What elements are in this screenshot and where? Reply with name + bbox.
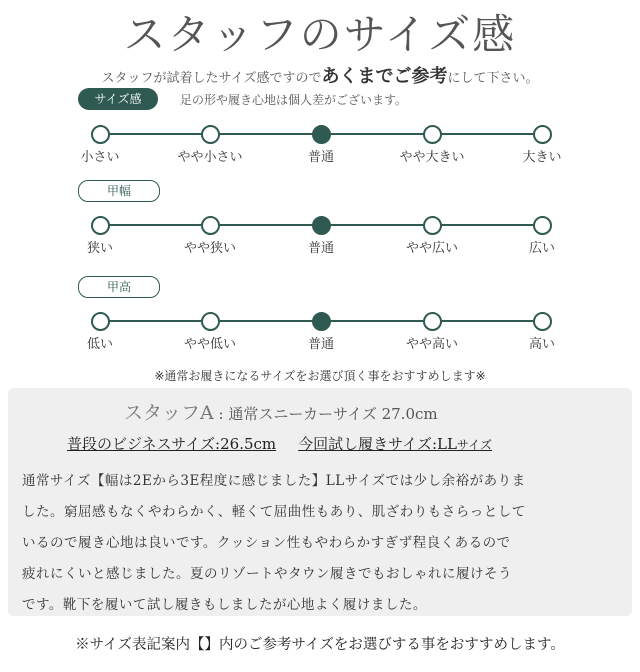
scale-dot xyxy=(201,125,220,144)
scale-label: 低い xyxy=(86,337,113,352)
pill-width: 甲幅 xyxy=(78,180,160,202)
page-title: スタッフのサイズ感 xyxy=(123,10,517,59)
scale-dot xyxy=(533,125,552,144)
scale-dot xyxy=(91,312,110,331)
scale-label: やや大きい xyxy=(399,150,465,165)
scale-dot xyxy=(423,312,442,331)
scale-label: 普通 xyxy=(307,241,334,256)
scale-label: やや小さい xyxy=(177,150,243,165)
scale-dot-selected xyxy=(312,216,331,235)
review-line: 通常サイズ【幅は2Eから3E程度に感じました】LLサイズでは少し余裕がありま xyxy=(22,473,526,489)
scale-dot xyxy=(423,125,442,144)
scale-label: 小さい xyxy=(80,150,120,165)
recommendation-note: ※通常お履きになるサイズをお選び頂く事をおすすめします※ xyxy=(154,369,486,383)
staff-separator: : xyxy=(213,405,229,423)
staff-spec: 通常スニーカーサイズ 27.0cm xyxy=(228,405,438,423)
review-line: した。窮屈感もなくやわらかく、軽くて屈曲性もあり、肌ざわりもさらっとして xyxy=(22,504,526,520)
staff-name: スタッフA xyxy=(124,402,214,424)
staff-header xyxy=(124,398,438,425)
disclaimer-note: 足の形や履き心地は個人差がございます。 xyxy=(180,93,408,107)
scale-label: 広い xyxy=(528,241,555,256)
scale-dot-selected xyxy=(312,125,331,144)
intro-emphasis: あくまでご参考 xyxy=(321,66,448,87)
scale-label: 普通 xyxy=(307,150,334,165)
scale-width xyxy=(0,215,640,255)
scale-instep xyxy=(0,311,640,351)
footer-note: ※サイズ表記案内【】内のご参考サイズをお選びする事をおすすめします。 xyxy=(75,637,565,653)
scale-dot xyxy=(91,216,110,235)
scale-dot xyxy=(533,216,552,235)
scale-label: やや広い xyxy=(405,241,458,256)
trial-size-suffix: サイズ xyxy=(456,438,492,452)
scale-dot xyxy=(91,125,110,144)
scale-dot xyxy=(201,216,220,235)
scale-dot xyxy=(201,312,220,331)
scale-label: 狭い xyxy=(86,241,113,256)
scale-size xyxy=(0,124,640,164)
intro-before: スタッフが試着したサイズ感ですので xyxy=(101,71,322,86)
trial-size xyxy=(298,435,492,453)
scale-label: 大きい xyxy=(522,150,562,165)
review-line: いるので履き心地は良いです。クッション性もやわらかすぎず程良くあるので xyxy=(22,535,511,551)
review-body xyxy=(22,466,622,621)
pill-instep: 甲高 xyxy=(78,276,160,298)
intro-after: にして下さい。 xyxy=(447,71,539,86)
scale-label: 高い xyxy=(528,337,555,352)
size-comparison xyxy=(67,433,492,454)
trial-size-main: 今回試し履きサイズ:LL xyxy=(298,435,457,453)
size-feel-badge: サイズ感 xyxy=(78,88,158,110)
scale-label: やや低い xyxy=(183,337,236,352)
scale-label: やや高い xyxy=(405,337,458,352)
intro-text xyxy=(0,62,640,88)
review-line: です。靴下を履いて試し履きもしましたが心地よく履けました。 xyxy=(22,597,427,613)
scale-dot xyxy=(423,216,442,235)
scale-label: やや狭い xyxy=(183,241,236,256)
scale-dot-selected xyxy=(312,312,331,331)
scale-label: 普通 xyxy=(307,337,334,352)
review-line: 疲れにくいと感じました。夏のリゾートやタウン履きでもおしゃれに履けそう xyxy=(22,566,512,582)
scale-dot xyxy=(533,312,552,331)
business-size: 普段のビジネスサイズ:26.5cm xyxy=(67,435,277,453)
